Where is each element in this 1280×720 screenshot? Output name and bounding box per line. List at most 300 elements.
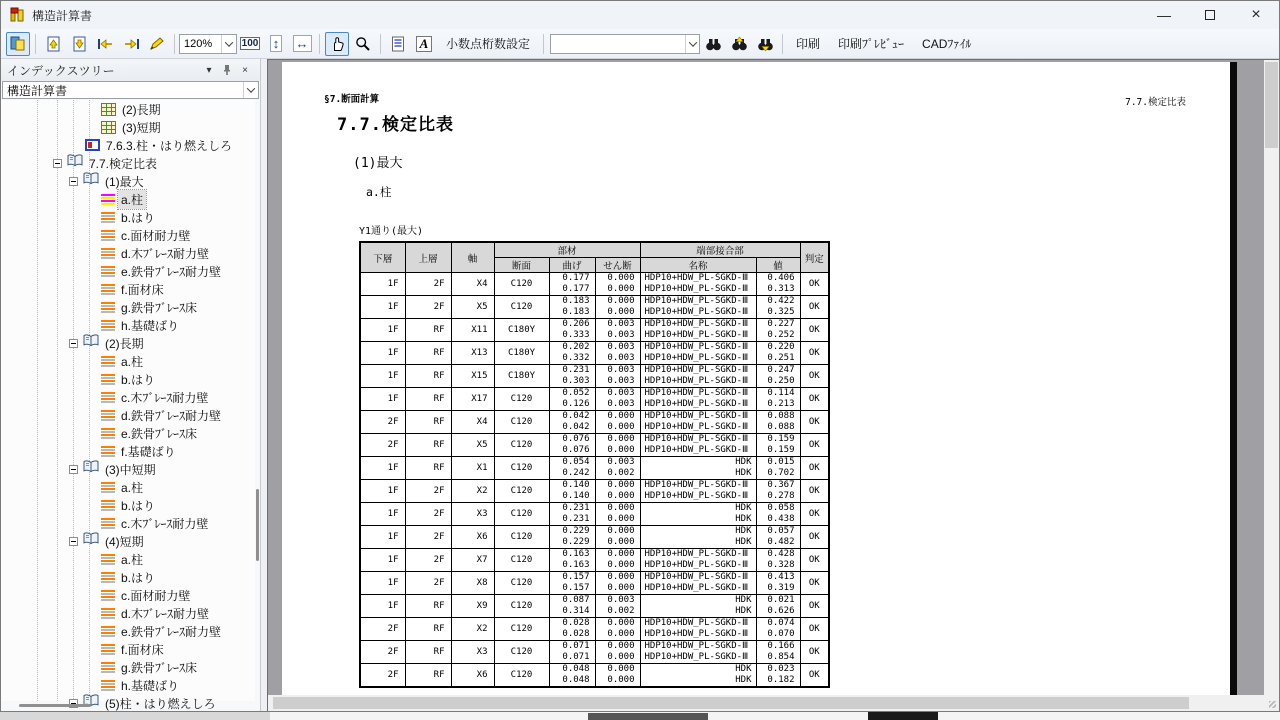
table-cell: RF [405, 664, 451, 688]
table-row [360, 296, 829, 319]
table-icon [101, 103, 116, 116]
font-icon: A [416, 36, 433, 52]
table-cell: C120 [494, 273, 549, 296]
table-cell: 0.367 0.278 [756, 480, 800, 503]
tree-item[interactable] [1, 388, 255, 406]
table-cell: OK [800, 319, 829, 342]
table-row [360, 526, 829, 549]
tree-item[interactable] [1, 118, 255, 136]
document-settings-button[interactable] [386, 32, 410, 56]
separator [543, 34, 544, 54]
search-button[interactable] [701, 32, 725, 56]
tree-item[interactable] [1, 676, 255, 694]
table-cell: 0.003 0.002 [595, 457, 640, 480]
table-cell: 0.183 0.183 [549, 296, 595, 319]
table-cell: 0.177 0.177 [549, 273, 595, 296]
tree-item-label: f.面材床 [121, 642, 164, 657]
binoculars-up-icon [731, 37, 748, 51]
jump-forward-button[interactable] [119, 32, 143, 56]
table-cell: HDP10+HDW_PL-SGKD-Ⅲ HDP10+HDW_PL-SGKD-Ⅲ [640, 365, 756, 388]
fit-width-icon: ↔ [293, 35, 312, 52]
table-cell: 2F [405, 273, 451, 296]
document-select[interactable] [2, 81, 259, 99]
sidebar-vertical-scrollbar[interactable] [256, 489, 259, 561]
jump-back-icon [97, 37, 114, 51]
table-cell: 2F [360, 411, 405, 434]
decimal-places-button[interactable]: 小数点桁数設定 [446, 37, 531, 51]
tree-item-label: (5)柱・はり燃えしろ [105, 696, 216, 711]
table-cell: 0.000 0.000 [595, 273, 640, 296]
table-cell: 0.000 0.000 [595, 526, 640, 549]
table-cell: OK [800, 664, 829, 688]
table-cell: X2 [451, 618, 494, 641]
table-cell: RF [405, 595, 451, 618]
tree-item-label: e.鉄骨ﾌﾞﾚｰｽ耐力壁 [121, 264, 222, 279]
search-combo[interactable] [550, 34, 700, 54]
separator [319, 34, 320, 54]
pin-button[interactable] [218, 62, 236, 78]
table-cell: HDP10+HDW_PL-SGKD-Ⅲ HDP10+HDW_PL-SGKD-Ⅲ [640, 618, 756, 641]
tree-item-label: h.基礎ばり [121, 318, 180, 333]
table-cell: X6 [451, 664, 494, 688]
table-cell: 1F [360, 388, 405, 411]
table-row [360, 319, 829, 342]
tree-item-label: b.はり [121, 498, 156, 513]
tree-item[interactable] [1, 100, 255, 118]
tree-item[interactable] [1, 172, 255, 190]
table-cell: OK [800, 273, 829, 296]
tree-item[interactable] [1, 334, 255, 352]
separator [174, 34, 175, 54]
document-select-value: 構造計算書 [7, 83, 68, 98]
table-cell: HDP10+HDW_PL-SGKD-Ⅲ HDP10+HDW_PL-SGKD-Ⅲ [640, 434, 756, 457]
maximize-icon [1205, 10, 1215, 20]
table-cell: 2F [360, 434, 405, 457]
table-cell: RF [405, 319, 451, 342]
table-cell: 0.003 0.003 [595, 319, 640, 342]
table-icon [101, 121, 116, 134]
tree-item[interactable] [1, 298, 255, 316]
cad-file-button[interactable]: CADﾌｧｲﾙ [922, 37, 972, 51]
table-cell: X3 [451, 641, 494, 664]
table-cell: OK [800, 503, 829, 526]
app-icon [9, 7, 25, 23]
table-cell: 0.000 0.000 [595, 549, 640, 572]
table-cell: 0.000 0.000 [595, 434, 640, 457]
table-cell: 2F [405, 572, 451, 595]
table-cell: 1F [360, 549, 405, 572]
tree-item[interactable] [1, 640, 255, 658]
tree-item[interactable] [1, 154, 255, 172]
table-cell: HDP10+HDW_PL-SGKD-Ⅲ HDP10+HDW_PL-SGKD-Ⅲ [640, 411, 756, 434]
column-header: 判定 [800, 242, 829, 273]
document-view [267, 59, 1279, 711]
zoom-dropdown-arrow[interactable] [221, 35, 236, 53]
next-page-button[interactable] [67, 32, 91, 56]
table-row [360, 434, 829, 457]
tree-item[interactable] [1, 496, 255, 514]
book-icon [83, 694, 99, 712]
book-icon [83, 532, 99, 550]
table-cell: 0.231 0.231 [549, 503, 595, 526]
window-frame-icon [85, 139, 100, 151]
table-cell: C120 [494, 526, 549, 549]
list-lines-icon [101, 356, 115, 367]
table-cell: 0.003 0.003 [595, 342, 640, 365]
background-window-sliver [0, 712, 1280, 720]
table-row [360, 595, 829, 618]
table-cell: 1F [360, 526, 405, 549]
list-lines-icon [101, 320, 115, 331]
table-cell: 0.163 0.163 [549, 549, 595, 572]
tree-item-label: b.はり [121, 570, 156, 585]
tree-item-label: g.鉄骨ﾌﾞﾚｰｽ床 [121, 300, 198, 315]
page-down-icon [72, 36, 87, 52]
tree-item-label: a.柱 [121, 552, 144, 567]
table-cell: 0.406 0.313 [756, 273, 800, 296]
column-header: 断面 [494, 258, 549, 273]
tree-item-label: c.面材耐力壁 [121, 228, 191, 243]
panel-toggle-icon [10, 36, 26, 51]
jump-forward-icon [123, 37, 140, 51]
table-cell: 0.413 0.319 [756, 572, 800, 595]
table-cell: X5 [451, 296, 494, 319]
print-preview-button[interactable]: 印刷ﾌﾟﾚﾋﾞｭｰ [838, 37, 905, 51]
table-row [360, 365, 829, 388]
search-dropdown-arrow[interactable] [685, 35, 699, 53]
pin-icon [222, 64, 232, 76]
table-cell: RF [405, 434, 451, 457]
font-settings-button[interactable] [412, 32, 436, 56]
table-cell: 2F [405, 526, 451, 549]
annotate-button[interactable] [145, 32, 169, 56]
tree-item-label: g.鉄骨ﾌﾞﾚｰｽ床 [121, 660, 198, 675]
tree-item-label: a.柱 [121, 480, 144, 495]
sidebar-horizontal-scrollbar[interactable] [19, 704, 91, 707]
tree-item[interactable] [1, 658, 255, 676]
horizontal-scrollbar-thumb[interactable] [273, 697, 1189, 709]
tree-item-label: c.木ﾌﾞﾚｰｽ耐力壁 [121, 516, 209, 531]
vertical-scrollbar[interactable] [1264, 60, 1279, 695]
tree-item[interactable] [1, 478, 255, 496]
list-lines-icon [101, 644, 115, 655]
tree-item[interactable] [1, 370, 255, 388]
table-cell: 2F [405, 549, 451, 572]
table-cell: HDP10+HDW_PL-SGKD-Ⅲ HDP10+HDW_PL-SGKD-Ⅲ [640, 549, 756, 572]
table-cell: 0.000 0.000 [595, 618, 640, 641]
tree-item[interactable] [1, 460, 255, 478]
tree-item-label: c.面材耐力壁 [121, 588, 191, 603]
tree-item[interactable] [1, 262, 255, 280]
table-cell: HDK HDK [640, 526, 756, 549]
tree-item-label: f.面材床 [121, 282, 164, 297]
tree-collapse-icon[interactable] [69, 177, 78, 186]
maximize-button[interactable] [1187, 1, 1233, 29]
tree-item[interactable] [1, 424, 255, 442]
table-cell: HDP10+HDW_PL-SGKD-Ⅲ HDP10+HDW_PL-SGKD-Ⅲ [640, 319, 756, 342]
table-cell: 0.000 0.000 [595, 296, 640, 319]
tree-item-label: f.基礎ばり [121, 444, 176, 459]
document-select-arrow[interactable] [243, 82, 258, 98]
document-subtitle: (1)最大 [353, 156, 403, 171]
table-cell: C120 [494, 572, 549, 595]
table-cell: OK [800, 572, 829, 595]
table-row [360, 480, 829, 503]
toolbar [1, 29, 1279, 59]
table-cell: 1F [360, 273, 405, 296]
window-title: 構造計算書 [32, 8, 93, 23]
list-lines-icon [101, 410, 115, 421]
table-row [360, 549, 829, 572]
table-cell: X13 [451, 342, 494, 365]
tree-item[interactable] [1, 694, 255, 712]
tree-item[interactable] [1, 406, 255, 424]
table-cell: C120 [494, 388, 549, 411]
column-header: 上層 [405, 242, 451, 273]
table-cell: X2 [451, 480, 494, 503]
tree-collapse-icon[interactable] [69, 537, 78, 546]
tree-item[interactable] [1, 550, 255, 568]
tree-item[interactable] [1, 244, 255, 262]
panel-close-button[interactable]: × [242, 64, 248, 76]
index-tree [1, 100, 255, 711]
table-cell: 0.428 0.328 [756, 549, 800, 572]
column-header: 端部接合部 [640, 242, 800, 258]
separator [782, 34, 783, 54]
tree-item[interactable] [1, 190, 255, 208]
table-cell: X1 [451, 457, 494, 480]
table-cell: OK [800, 434, 829, 457]
table-cell: 2F [360, 618, 405, 641]
table-cell: 0.000 0.000 [595, 641, 640, 664]
table-cell: C120 [494, 641, 549, 664]
page-up-icon [46, 36, 61, 52]
table-cell: 0.231 0.303 [549, 365, 595, 388]
search-down-button[interactable] [753, 32, 777, 56]
table-cell: C120 [494, 664, 549, 688]
table-row [360, 572, 829, 595]
tree-collapse-icon[interactable] [53, 159, 62, 168]
table-cell: C120 [494, 503, 549, 526]
close-button[interactable]: × [1251, 6, 1261, 23]
panel-menu-button[interactable]: ▾ [206, 64, 212, 76]
verification-ratio-table [359, 241, 830, 688]
index-tree-title: インデックスツリー [7, 63, 115, 78]
table-cell: C180Y [494, 365, 549, 388]
table-cell: 0.202 0.332 [549, 342, 595, 365]
table-cell: 0.114 0.213 [756, 388, 800, 411]
horizontal-scrollbar[interactable] [268, 695, 1264, 711]
table-cell: X4 [451, 411, 494, 434]
table-cell: OK [800, 549, 829, 572]
tree-item[interactable] [1, 280, 255, 298]
list-lines-icon [101, 230, 115, 241]
tree-item[interactable] [1, 136, 255, 154]
column-header: 部材 [494, 242, 640, 258]
table-cell: 0.227 0.252 [756, 319, 800, 342]
tree-item-label: (2)長期 [105, 336, 144, 351]
list-lines-icon [101, 662, 115, 673]
table-cell: 0.206 0.333 [549, 319, 595, 342]
table-cell: 0.015 0.702 [756, 457, 800, 480]
table-cell: 0.076 0.076 [549, 434, 595, 457]
table-cell: RF [405, 411, 451, 434]
table-row [360, 641, 829, 664]
table-row [360, 342, 829, 365]
table-cell: X3 [451, 503, 494, 526]
table-cell: OK [800, 388, 829, 411]
list-lines-icon [101, 194, 115, 205]
table-cell: OK [800, 411, 829, 434]
page-header-right: 7.7.検定比表 [1125, 97, 1186, 108]
table-cell: C120 [494, 411, 549, 434]
fit-height-icon: ↕ [270, 35, 283, 52]
table-cell: C120 [494, 434, 549, 457]
previous-page-button[interactable] [41, 32, 65, 56]
table-cell: 2F [405, 296, 451, 319]
table-cell: X4 [451, 273, 494, 296]
resize-grip[interactable] [1264, 695, 1279, 711]
tree-item-label: e.鉄骨ﾌﾞﾚｰｽ耐力壁 [121, 624, 222, 639]
section-header: §7.断面計算 [324, 94, 380, 105]
table-cell: 0.088 0.088 [756, 411, 800, 434]
tree-item-label: b.はり [121, 210, 156, 225]
list-lines-icon [101, 626, 115, 637]
tree-item[interactable] [1, 514, 255, 532]
table-cell: 0.000 0.000 [595, 664, 640, 688]
table-cell: RF [405, 388, 451, 411]
table-cell: X5 [451, 434, 494, 457]
pen-icon [149, 36, 165, 51]
tree-item-label: b.はり [121, 372, 156, 387]
table-cell: 0.220 0.251 [756, 342, 800, 365]
tree-item[interactable] [1, 226, 255, 244]
table-cell: 0.087 0.314 [549, 595, 595, 618]
tree-item[interactable] [1, 622, 255, 640]
document-subsubtitle: a.柱 [366, 185, 392, 199]
table-cell: X6 [451, 526, 494, 549]
table-cell: X8 [451, 572, 494, 595]
table-cell: 0.052 0.126 [549, 388, 595, 411]
tree-item[interactable] [1, 442, 255, 460]
list-lines-icon [101, 572, 115, 583]
table-cell: 0.000 0.000 [595, 411, 640, 434]
list-lines-icon [101, 248, 115, 259]
list-lines-icon [101, 590, 115, 601]
table-cell: HDP10+HDW_PL-SGKD-Ⅲ HDP10+HDW_PL-SGKD-Ⅲ [640, 480, 756, 503]
jump-back-button[interactable] [93, 32, 117, 56]
toggle-index-tree-button[interactable] [6, 32, 30, 56]
tree-item[interactable] [1, 532, 255, 550]
table-caption: Y1通り(最大) [359, 226, 424, 237]
book-icon [83, 460, 99, 478]
table-cell: C120 [494, 595, 549, 618]
document-lines-icon [391, 36, 405, 52]
table-cell: OK [800, 618, 829, 641]
zoom-tool-button[interactable] [351, 32, 375, 56]
table-cell: 0.166 0.854 [756, 641, 800, 664]
table-cell: 1F [360, 296, 405, 319]
binoculars-icon [705, 37, 722, 51]
fit-height-button[interactable] [264, 32, 288, 56]
table-cell: RF [405, 618, 451, 641]
table-cell: 1F [360, 319, 405, 342]
tree-item-label: d.木ﾌﾞﾚｰｽ耐力壁 [121, 246, 210, 261]
table-row [360, 388, 829, 411]
tree-item[interactable] [1, 568, 255, 586]
tree-item-label: h.基礎ばり [121, 678, 180, 693]
zoom-value: 120% [184, 37, 213, 50]
table-cell: C120 [494, 296, 549, 319]
vertical-scrollbar-thumb[interactable] [1265, 62, 1278, 148]
tree-item-label: 7.7.検定比表 [89, 156, 158, 171]
index-tree-panel [1, 59, 261, 711]
tree-item-label: a.柱 [118, 190, 146, 209]
list-lines-icon [101, 392, 115, 403]
table-row [360, 273, 829, 296]
table-cell: 0.057 0.482 [756, 526, 800, 549]
table-cell: HDP10+HDW_PL-SGKD-Ⅲ HDP10+HDW_PL-SGKD-Ⅲ [640, 296, 756, 319]
print-button[interactable]: 印刷 [796, 37, 821, 51]
list-lines-icon [101, 518, 115, 529]
table-cell: 0.229 0.229 [549, 526, 595, 549]
actual-size-button[interactable] [238, 32, 262, 56]
table-cell: C120 [494, 549, 549, 572]
table-cell: HDK HDK [640, 664, 756, 688]
hand-icon [330, 36, 345, 52]
hand-tool-button[interactable] [325, 32, 349, 56]
tree-item[interactable] [1, 604, 255, 622]
table-row [360, 457, 829, 480]
tree-collapse-icon[interactable] [69, 465, 78, 474]
list-lines-icon [101, 266, 115, 277]
tree-item[interactable] [1, 586, 255, 604]
table-cell: HDK HDK [640, 503, 756, 526]
minimize-button[interactable]: — [1157, 7, 1171, 23]
table-cell: C180Y [494, 319, 549, 342]
list-lines-icon [101, 212, 115, 223]
table-cell: 0.058 0.438 [756, 503, 800, 526]
tree-item-label: (3)中短期 [105, 462, 156, 477]
tree-item-label: e.鉄骨ﾌﾞﾚｰｽ床 [121, 426, 198, 441]
search-input[interactable] [551, 35, 685, 53]
fit-width-button[interactable] [290, 32, 314, 56]
table-cell: X7 [451, 549, 494, 572]
table-cell: 1F [360, 457, 405, 480]
table-cell: X9 [451, 595, 494, 618]
table-cell: 1F [360, 595, 405, 618]
table-cell: 0.028 0.028 [549, 618, 595, 641]
table-cell: HDK HDK [640, 457, 756, 480]
tree-item-label: d.木ﾌﾞﾚｰｽ耐力壁 [121, 606, 210, 621]
page-edge-shadow [1230, 62, 1237, 695]
title-bar [1, 1, 1279, 29]
zoom-select[interactable] [179, 34, 237, 54]
table-cell: OK [800, 526, 829, 549]
tree-collapse-icon[interactable] [69, 339, 78, 348]
tree-item[interactable] [1, 316, 255, 334]
tree-item[interactable] [1, 352, 255, 370]
list-lines-icon [101, 482, 115, 493]
list-lines-icon [101, 428, 115, 439]
table-cell: 0.003 0.002 [595, 595, 640, 618]
tree-item-label: 7.6.3.柱・はり燃えしろ [106, 138, 233, 153]
search-up-button[interactable] [727, 32, 751, 56]
tree-item[interactable] [1, 208, 255, 226]
table-cell: 0.000 0.000 [595, 572, 640, 595]
tree-item-label: (3)短期 [122, 120, 161, 135]
index-tree-header [1, 59, 260, 81]
